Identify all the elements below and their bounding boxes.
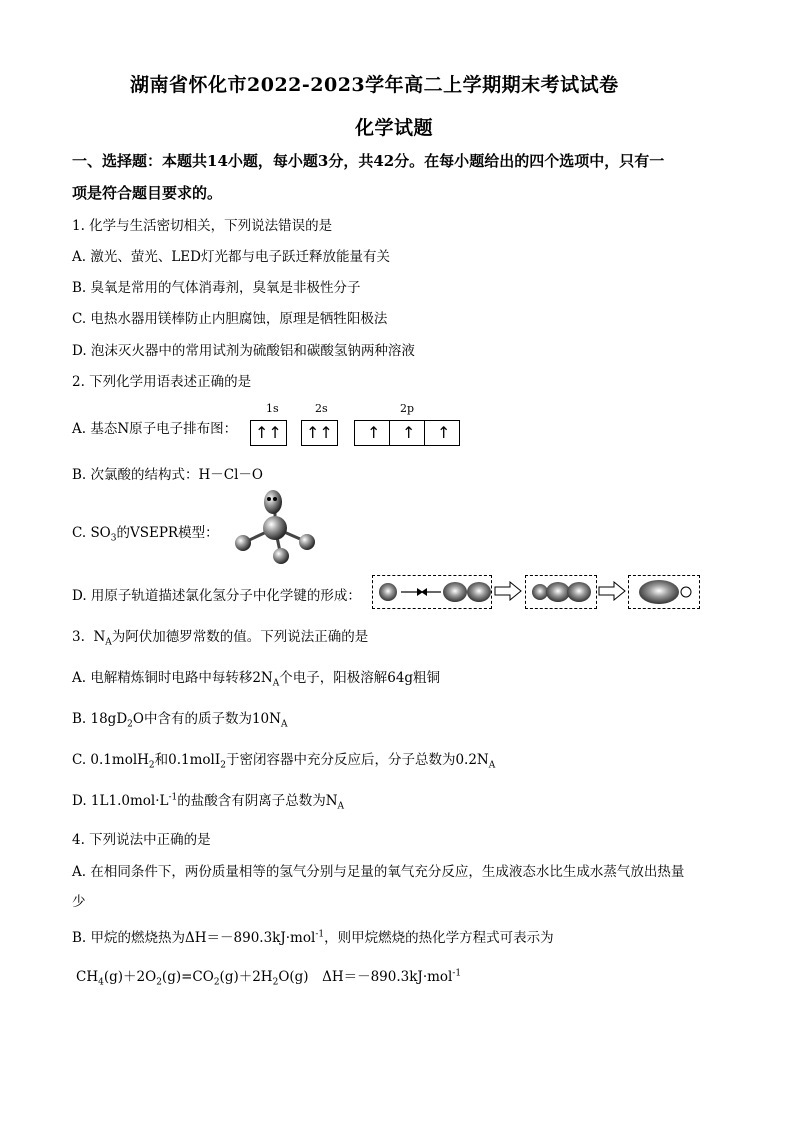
stage-1-box — [372, 575, 492, 609]
arrow-up-icon: ↑ — [367, 423, 381, 442]
orbital-box-2p — [354, 420, 460, 446]
question-4-stem: 4. 下列说法中正确的是 — [72, 832, 211, 848]
stage-1-orbitals — [373, 576, 491, 608]
question-2-option-b: B. 次氯酸的结构式：H－Cl－O — [72, 467, 263, 483]
question-3-option-b: B. $18gD_2O$中含有的质子数为$10N_A$ — [72, 711, 288, 730]
orbital-box-1s — [250, 420, 287, 446]
page-subtitle: 化学试题 — [355, 117, 434, 139]
vsepr-model-illustration — [225, 488, 325, 568]
stage-2-box — [525, 575, 597, 609]
orbital-label-2p: 2p — [400, 402, 415, 415]
question-3-stem-text: 为阿伏加德罗常数的值。下列说法正确的是 — [111, 629, 369, 645]
question-3-stem: 3. $N_A$为阿伏加德罗常数的值。下列说法正确的是 — [72, 629, 369, 648]
question-4-option-b: B. 甲烷的燃烧热为ΔH＝－890.3kJ·mol$^{-1}$，则甲烷燃烧的热化学方程式可表示为 — [72, 929, 554, 946]
question-1-option-a: A. 激光、萤光、LED灯光都与电子跃迁释放能量有关 — [72, 249, 390, 265]
so3-subscript: 3 — [110, 533, 117, 544]
question-2-option-c — [72, 521, 219, 544]
process-arrow-icon — [598, 581, 626, 601]
na-subscript: A — [105, 637, 112, 648]
orbital-label-2s: 2s — [315, 402, 328, 415]
question-2-option-a: A. 基态N原子电子排布图： — [72, 421, 238, 437]
arrow-pair-1s: ↑↑ — [255, 423, 282, 442]
process-arrow-icon — [494, 581, 522, 601]
option-c-prefix: C. — [72, 525, 91, 541]
question-4-option-a-line1: A. 在相同条件下，两份质量相等的氢气分别与足量的氧气充分反应，生成液态水比生成水蒸气放出热量 — [72, 864, 685, 880]
question-3-option-d: D. $1L1.0mol\cdot L^{-1}$的盐酸含有阴离子总数为$N_A$ — [72, 792, 345, 812]
so3-formula: SO — [90, 525, 111, 541]
hcl-bond-formation-diagram — [372, 575, 702, 611]
stage-2-orbitals — [526, 576, 596, 608]
stage-3-box — [628, 575, 700, 609]
arrow-pair-2s: ↑↑ — [306, 423, 333, 442]
question-1-stem: 1. 化学与生活密切相关，下列说法错误的是 — [72, 218, 333, 234]
question-4-option-a-line2: 少 — [72, 894, 86, 910]
question-3-option-a: A. 电解精炼铜时电路中每转移$2N_A$个电子，阳极溶解64g粗铜 — [72, 670, 441, 689]
arrow-up-icon: ↑ — [437, 423, 451, 442]
question-2-option-d: D. 用原子轨道描述氯化氢分子中化学键的形成： — [72, 588, 361, 604]
thermochemical-equation: $CH_4(g)+2O_2(g)=CO_2(g)+2H_2O(g)$ ΔH＝－890.3kJ·mol$^{-1}$ — [76, 968, 462, 988]
na-symbol: N — [93, 629, 106, 645]
orbital-label-1s: 1s — [266, 402, 279, 415]
question-2-stem: 2. 下列化学用语表述正确的是 — [72, 374, 252, 390]
question-1-option-b: B. 臭氧是常用的气体消毒剂，臭氧是非极性分子 — [72, 280, 361, 296]
orbital-cell-2p-2 — [390, 421, 425, 445]
option-c-suffix: 的VSEPR模型： — [116, 525, 219, 541]
orbital-box-2s — [301, 420, 338, 446]
question-3-option-c: C. 0.1molH$_2$和0.1molI$_2$于密闭容器中充分反应后，分子总数为$0.2N_A$ — [72, 752, 496, 771]
orbital-diagram — [250, 400, 460, 445]
question-1-option-d: D. 泡沫灭火器中的常用试剂为硫酸铝和碳酸氢钠两种溶液 — [72, 343, 415, 359]
orbital-cell-2p-1 — [355, 421, 390, 445]
stage-3-orbitals — [629, 576, 699, 608]
orbital-cell-2p-3 — [425, 421, 459, 445]
section-heading-line1: 一、选择题：本题共14小题，每小题3分，共42分。在每小题给出的四个选项中，只有一 — [72, 152, 665, 170]
question-1-option-c: C. 电热水器用镁棒防止内胆腐蚀，原理是牺牲阳极法 — [72, 311, 388, 327]
section-heading-line2: 项是符合题目要求的。 — [72, 184, 223, 202]
arrow-up-icon: ↑ — [402, 423, 416, 442]
page-title: 湖南省怀化市2022-2023学年高二上学期期末考试试卷 — [130, 74, 619, 96]
